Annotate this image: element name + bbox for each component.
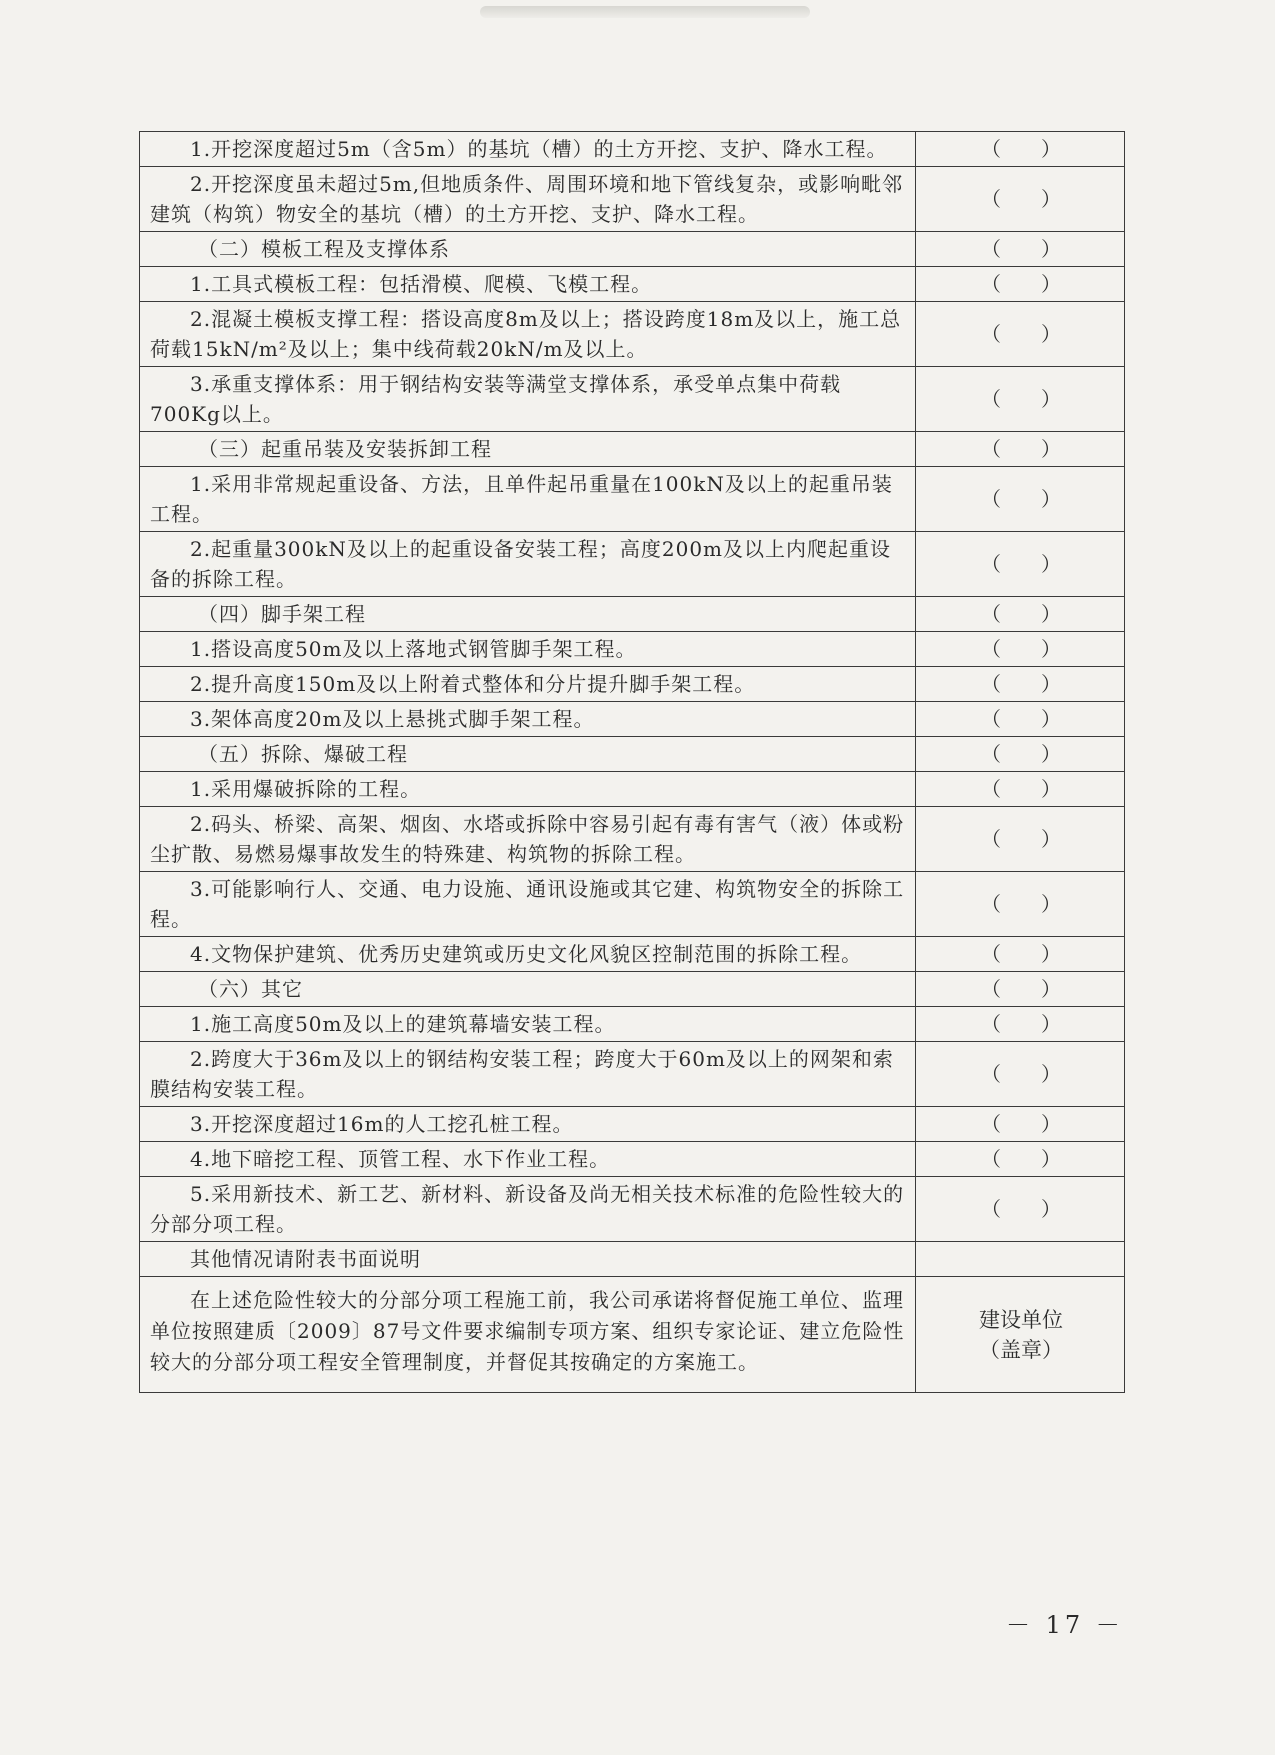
check-mark-cell: （ ）: [916, 1042, 1125, 1107]
section-row: [140, 432, 1125, 467]
sign-seal-label: （盖章）: [979, 1337, 1063, 1362]
table-row: [140, 302, 1125, 367]
check-mark-cell: （ ）: [916, 632, 1125, 667]
item-description: 1.搭设高度50m及以上落地式钢管脚手架工程。: [140, 632, 916, 667]
table-row: [140, 1177, 1125, 1242]
table-row: [140, 872, 1125, 937]
item-description: 3.承重支撑体系：用于钢结构安装等满堂支撑体系，承受单点集中荷载700Kg以上。: [140, 367, 916, 432]
section-row: [140, 972, 1125, 1007]
table-row: [140, 937, 1125, 972]
check-mark-cell: （ ）: [916, 937, 1125, 972]
page-number: － 17 －: [1006, 1611, 1124, 1639]
section-heading: （六）其它: [140, 972, 916, 1007]
check-mark-cell: （ ）: [916, 972, 1125, 1007]
table-row: [140, 702, 1125, 737]
check-mark-cell: （ ）: [916, 432, 1125, 467]
check-mark-cell: [916, 1242, 1125, 1277]
item-description: 3.开挖深度超过16m的人工挖孔桩工程。: [140, 1107, 916, 1142]
table-row: [140, 1142, 1125, 1177]
table-row: [140, 632, 1125, 667]
item-description: 2.起重量300kN及以上的起重设备安装工程；高度200m及以上内爬起重设备的拆除工程。: [140, 532, 916, 597]
section-heading: （三）起重吊装及安装拆卸工程: [140, 432, 916, 467]
check-mark-cell: （ ）: [916, 872, 1125, 937]
table-row: [140, 1042, 1125, 1107]
item-description: 1.开挖深度超过5m（含5m）的基坑（槽）的土方开挖、支护、降水工程。: [140, 132, 916, 167]
table-row: [140, 267, 1125, 302]
table-row: [140, 532, 1125, 597]
check-mark-cell: （ ）: [916, 597, 1125, 632]
check-mark-cell: （ ）: [916, 1142, 1125, 1177]
table-row: [140, 1242, 1125, 1277]
item-description: 4.文物保护建筑、优秀历史建筑或历史文化风貌区控制范围的拆除工程。: [140, 937, 916, 972]
table-row: [140, 1107, 1125, 1142]
check-mark-cell: （ ）: [916, 532, 1125, 597]
item-description: 5.采用新技术、新工艺、新材料、新设备及尚无相关技术标准的危险性较大的分部分项工程。: [140, 1177, 916, 1242]
item-description: 2.跨度大于36m及以上的钢结构安装工程；跨度大于60m及以上的网架和索膜结构安装工程。: [140, 1042, 916, 1107]
check-mark-cell: （ ）: [916, 302, 1125, 367]
table-row: [140, 367, 1125, 432]
item-description: 2.开挖深度虽未超过5m,但地质条件、周围环境和地下管线复杂，或影响毗邻建筑（构筑）物安全的基坑（槽）的土方开挖、支护、降水工程。: [140, 167, 916, 232]
section-row: [140, 232, 1125, 267]
item-description: 其他情况请附表书面说明: [140, 1242, 916, 1277]
check-mark-cell: （ ）: [916, 667, 1125, 702]
item-description: 3.架体高度20m及以上悬挑式脚手架工程。: [140, 702, 916, 737]
check-mark-cell: （ ）: [916, 367, 1125, 432]
check-mark-cell: （ ）: [916, 467, 1125, 532]
table-row: [140, 467, 1125, 532]
table-row: [140, 132, 1125, 167]
check-mark-cell: （ ）: [916, 737, 1125, 772]
check-mark-cell: （ ）: [916, 702, 1125, 737]
check-mark-cell: （ ）: [916, 1107, 1125, 1142]
table-row: [140, 807, 1125, 872]
check-mark-cell: （ ）: [916, 807, 1125, 872]
item-description: 1.采用非常规起重设备、方法，且单件起吊重量在100kN及以上的起重吊装工程。: [140, 467, 916, 532]
check-mark-cell: （ ）: [916, 232, 1125, 267]
section-heading: （四）脚手架工程: [140, 597, 916, 632]
seal-cell: [916, 1277, 1125, 1393]
hazard-checklist-table: [139, 131, 1125, 1393]
item-description: 1.施工高度50m及以上的建筑幕墙安装工程。: [140, 1007, 916, 1042]
check-mark-cell: （ ）: [916, 1177, 1125, 1242]
item-description: 1.工具式模板工程：包括滑模、爬模、飞模工程。: [140, 267, 916, 302]
sign-unit-label: 建设单位: [979, 1307, 1063, 1332]
table-row: [140, 1007, 1125, 1042]
item-description: 2.码头、桥梁、高架、烟囱、水塔或拆除中容易引起有毒有害气（液）体或粉尘扩散、易燃易爆事故发生的特殊建、构筑物的拆除工程。: [140, 807, 916, 872]
checklist-body: [140, 132, 1125, 1277]
section-row: [140, 597, 1125, 632]
scan-shadow: [480, 6, 810, 18]
table-row: [140, 667, 1125, 702]
item-description: 2.提升高度150m及以上附着式整体和分片提升脚手架工程。: [140, 667, 916, 702]
check-mark-cell: （ ）: [916, 267, 1125, 302]
item-description: 3.可能影响行人、交通、电力设施、通讯设施或其它建、构筑物安全的拆除工程。: [140, 872, 916, 937]
check-mark-cell: （ ）: [916, 772, 1125, 807]
commitment-text: 在上述危险性较大的分部分项工程施工前，我公司承诺将督促施工单位、监理单位按照建质〔2009〕87号文件要求编制专项方案、组织专家论证、建立危险性较大的分部分项工程安全管理制度，并督促其按确定的方案施工。: [140, 1277, 916, 1393]
item-description: 2.混凝土模板支撑工程：搭设高度8m及以上；搭设跨度18m及以上，施工总荷载15kN/m²及以上；集中线荷载20kN/m及以上。: [140, 302, 916, 367]
item-description: 4.地下暗挖工程、顶管工程、水下作业工程。: [140, 1142, 916, 1177]
check-mark-cell: （ ）: [916, 1007, 1125, 1042]
check-mark-cell: （ ）: [916, 167, 1125, 232]
section-heading: （二）模板工程及支撑体系: [140, 232, 916, 267]
table-row: [140, 772, 1125, 807]
item-description: 1.采用爆破拆除的工程。: [140, 772, 916, 807]
section-heading: （五）拆除、爆破工程: [140, 737, 916, 772]
commitment-row: [140, 1277, 1125, 1393]
table-row: [140, 167, 1125, 232]
check-mark-cell: （ ）: [916, 132, 1125, 167]
section-row: [140, 737, 1125, 772]
